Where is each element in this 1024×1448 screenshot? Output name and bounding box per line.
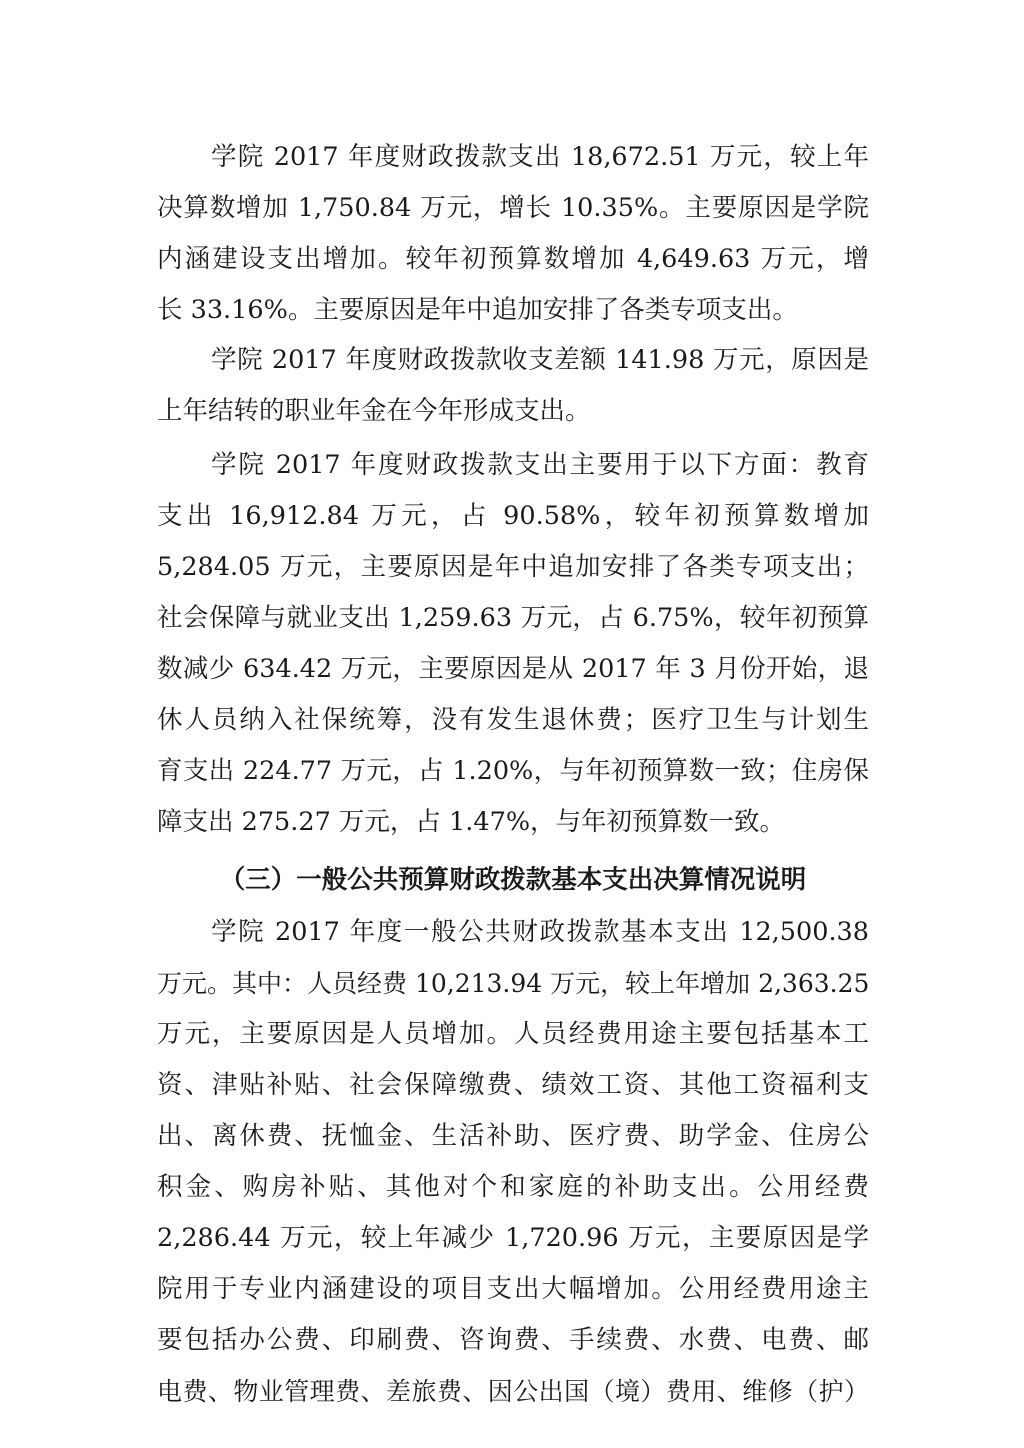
text-line: 资、津贴补贴、社会保障缴费、绩效工资、其他工资福利支: [157, 1070, 869, 1100]
text-line: 积金、购房补贴、其他对个和家庭的补助支出。公用经费: [157, 1172, 869, 1202]
paragraph-expenditure-breakdown: [157, 440, 869, 848]
text-line: 5,284.05 万元，主要原因是年中追加安排了各类专项支出；: [157, 552, 869, 582]
text-line: 学院 2017 年度一般公共财政拨款基本支出 12,500.38: [211, 917, 869, 947]
paragraph-basic-expenditure: [157, 907, 869, 1417]
text-line: 学院 2017 年度财政拨款支出主要用于以下方面：教育: [211, 450, 869, 480]
text-line: 万元，主要原因是人员增加。人员经费用途主要包括基本工: [157, 1019, 869, 1049]
text-line: 上年结转的职业年金在今年形成支出。: [157, 396, 591, 426]
text-line: 数减少 634.42 万元，主要原因是从 2017 年 3 月份开始，退: [157, 654, 869, 684]
text-line: 万元。其中：人员经费 10,213.94 万元，较上年增加 2,363.25: [157, 969, 870, 998]
text-line: 2,286.44 万元，较上年减少 1,720.96 万元，主要原因是学: [157, 1223, 869, 1253]
text-line: 障支出 275.27 万元，占 1.47%，与年初预算数一致。: [157, 807, 786, 837]
text-line: 育支出 224.77 万元，占 1.20%，与年初预算数一致；住房保: [157, 756, 869, 786]
text-line: 学院 2017 年度财政拨款支出 18,672.51 万元，较上年: [211, 142, 869, 172]
text-line: 院用于专业内涵建设的项目支出大幅增加。公用经费用途主: [157, 1274, 869, 1304]
text-line: 长 33.16%。主要原因是年中追加安排了各类专项支出。: [157, 295, 798, 325]
text-line: 要包括办公费、印刷费、咨询费、手续费、水费、电费、邮: [157, 1325, 869, 1355]
text-line: 内涵建设支出增加。较年初预算数增加 4,649.63 万元，增: [157, 244, 869, 274]
text-line: 出、离休费、抚恤金、生活补助、医疗费、助学金、住房公: [157, 1121, 869, 1151]
text-line: 电费、物业管理费、差旅费、因公出国（境）费用、维修（护）: [157, 1377, 869, 1406]
text-line: 决算数增加 1,750.84 万元，增长 10.35%。主要原因是学院: [157, 193, 869, 223]
text-line: 学院 2017 年度财政拨款收支差额 141.98 万元，原因是: [211, 345, 869, 375]
text-line: 支出 16,912.84 万元，占 90.58%，较年初预算数增加: [157, 501, 869, 531]
section-heading: （三）一般公共预算财政拨款基本支出决算情况说明: [219, 865, 807, 895]
paragraph-expenditure-overview: [157, 132, 869, 336]
text-line: 休人员纳入社保统筹，没有发生退休费；医疗卫生与计划生: [157, 705, 869, 735]
paragraph-balance-difference: [157, 335, 869, 437]
text-line: 社会保障与就业支出 1,259.63 万元，占 6.75%，较年初预算: [157, 603, 869, 633]
